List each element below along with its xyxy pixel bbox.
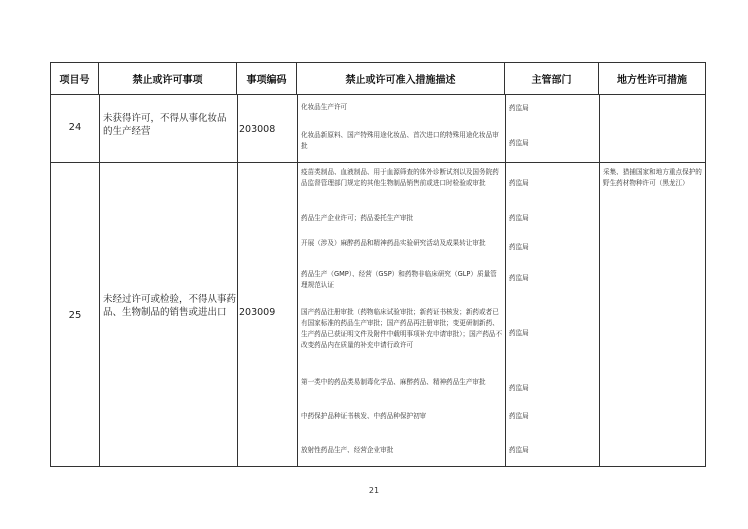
header-local-measure: 地方性许可措施 xyxy=(617,75,687,86)
header-code: 事项编码 xyxy=(237,63,297,94)
measure-desc: 开展（涉及）麻醉药品和精神药品实验研究活动及成果转让审批 xyxy=(301,239,486,247)
measure-dept: 药监局 xyxy=(509,214,529,222)
measure-dept: 药监局 xyxy=(509,446,529,454)
local-measure: 采集、猎捕国家和地方重点保护的野生药材物种许可（黑龙江） xyxy=(603,168,702,187)
row-item: 未获得许可，不得从事化妆品的生产经营 xyxy=(103,113,227,137)
header-item-number: 项目号 xyxy=(51,63,99,94)
measure-dept: 药监局 xyxy=(509,243,529,251)
measure-desc: 国产药品注册审批（药物临床试验审批；新药证书核发；新药或者已有国家标准的药品生产审批；国产药品再注册审批；变更研制新药、生产药品已获证明文件及附件中载明事项补充申请审批）；国产药品不改变药品内在质量的补充申请行政许可 xyxy=(301,308,503,349)
measure-desc: 化妆品新原料、国产特殊用途化妆品、首次进口的特殊用途化妆品审批 xyxy=(301,131,499,150)
header-department: 主管部门 xyxy=(505,63,599,94)
header-measure-description: 禁止或许可准入措施描述 xyxy=(297,63,505,94)
measure-desc: 中药保护品种证书核发、中药品种保护初审 xyxy=(301,412,427,420)
header-item: 禁止或许可事项 xyxy=(99,63,237,94)
measure-desc: 药品生产企业许可；药品委托生产审批 xyxy=(301,214,414,222)
measure-desc: 化妆品生产许可 xyxy=(301,103,348,111)
regulation-table xyxy=(50,62,706,467)
row-divider xyxy=(51,162,705,163)
table-header xyxy=(51,63,705,95)
row-item: 未经过许可或检验，不得从事药品、生物制品的销售或进出口 xyxy=(103,294,237,318)
measure-dept: 药监局 xyxy=(509,139,529,147)
measure-dept: 药监局 xyxy=(509,274,529,282)
column-divider xyxy=(599,95,600,466)
row-id: 25 xyxy=(68,310,82,321)
measure-dept: 药监局 xyxy=(509,329,529,337)
measure-desc: 药品生产（GMP）、经营（GSP）和药物非临床研究（GLP）质量管理规范认证 xyxy=(301,270,497,289)
page-number: 21 xyxy=(368,486,380,495)
measure-dept: 药监局 xyxy=(509,179,529,187)
measure-desc: 第一类中的药品类易制毒化学品、麻醉药品、精神药品生产审批 xyxy=(301,378,486,386)
column-divider xyxy=(297,95,298,466)
column-divider xyxy=(99,95,100,466)
measure-desc: 疫苗类制品、血液制品、用于血源筛查的体外诊断试剂以及国务院药品监督管理部门规定的其他生物制品销售前或进口时检验或审批 xyxy=(301,168,499,187)
column-divider xyxy=(505,95,506,466)
row-code: 203008 xyxy=(239,124,276,135)
measure-desc: 放射性药品生产、经营企业审批 xyxy=(301,446,394,454)
measure-dept: 药监局 xyxy=(509,412,529,420)
row-code: 203009 xyxy=(239,307,276,318)
column-divider xyxy=(237,95,238,466)
measure-dept: 药监局 xyxy=(509,384,529,392)
measure-dept: 药监局 xyxy=(509,104,529,112)
row-id: 24 xyxy=(68,122,82,133)
